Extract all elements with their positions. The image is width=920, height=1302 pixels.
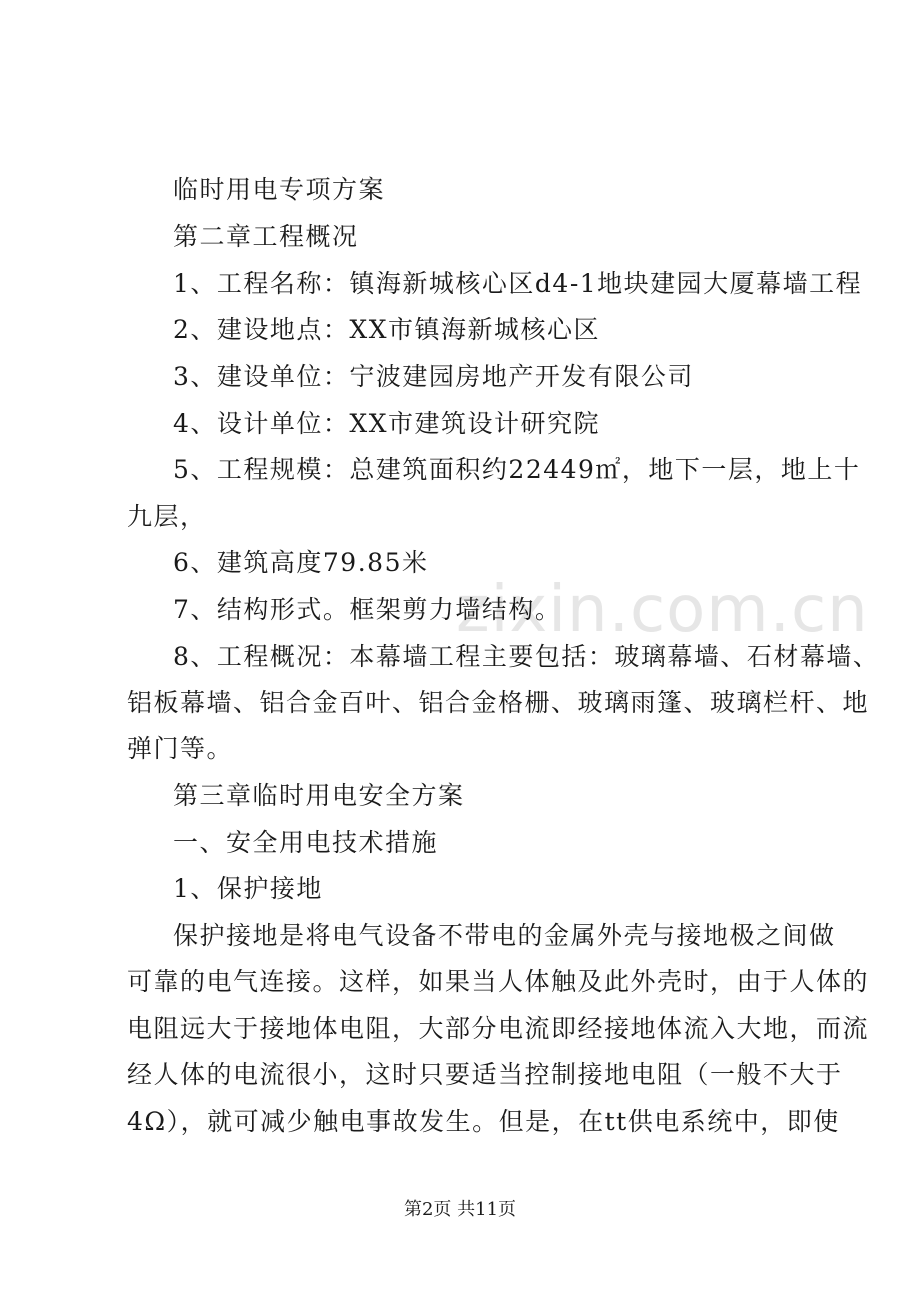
- section-heading: 一、安全用电技术措施: [173, 828, 439, 857]
- subsection-heading: 1、保护接地: [173, 874, 323, 903]
- paragraph-line: 经人体的电流很小，这时只要适当控制接地电阻（一般不大于: [127, 1060, 843, 1089]
- chapter-heading: 第二章工程概况: [173, 222, 359, 251]
- paragraph-line: 4Ω），就可减少触电事故发生。但是，在tt供电系统中，即使: [127, 1107, 840, 1136]
- list-item-continuation: 弹门等。: [127, 734, 234, 763]
- list-item: 1、工程名称：镇海新城核心区d4-1地块建园大厦幕墙工程: [173, 269, 863, 298]
- list-item: 2、建设地点：XX市镇海新城核心区: [173, 315, 601, 344]
- list-item-continuation: 铝板幕墙、铝合金百叶、铝合金格栅、玻璃雨篷、玻璃栏杆、地: [127, 688, 870, 717]
- paragraph-line: 保护接地是将电气设备不带电的金属外壳与接地极之间做: [173, 921, 836, 950]
- paragraph-line: 电阻远大于接地体电阻，大部分电流即经接地体流入大地，而流: [127, 1014, 870, 1043]
- chapter-heading: 第三章临时用电安全方案: [173, 781, 465, 810]
- list-item: 3、建设单位：宁波建园房地产开发有限公司: [173, 362, 694, 391]
- paragraph-line: 可靠的电气连接。这样，如果当人体触及此外壳时，由于人体的: [127, 967, 870, 996]
- page-footer: 第2页 共11页: [403, 1199, 517, 1220]
- list-item: 4、设计单位：XX市建筑设计研究院: [173, 409, 601, 438]
- list-item: 5、工程规模：总建筑面积约22449㎡，地下一层，地上十: [173, 455, 861, 484]
- list-item: 8、工程概况：本幕墙工程主要包括：玻璃幕墙、石材幕墙、: [173, 642, 880, 671]
- list-item: 6、建筑高度79.85米: [173, 548, 429, 577]
- list-item: 7、结构形式。框架剪力墙结构。: [173, 595, 562, 624]
- document-title: 临时用电专项方案: [173, 175, 386, 204]
- watermark: zixin.com.cn: [456, 573, 869, 647]
- list-item-continuation: 九层，: [127, 502, 207, 531]
